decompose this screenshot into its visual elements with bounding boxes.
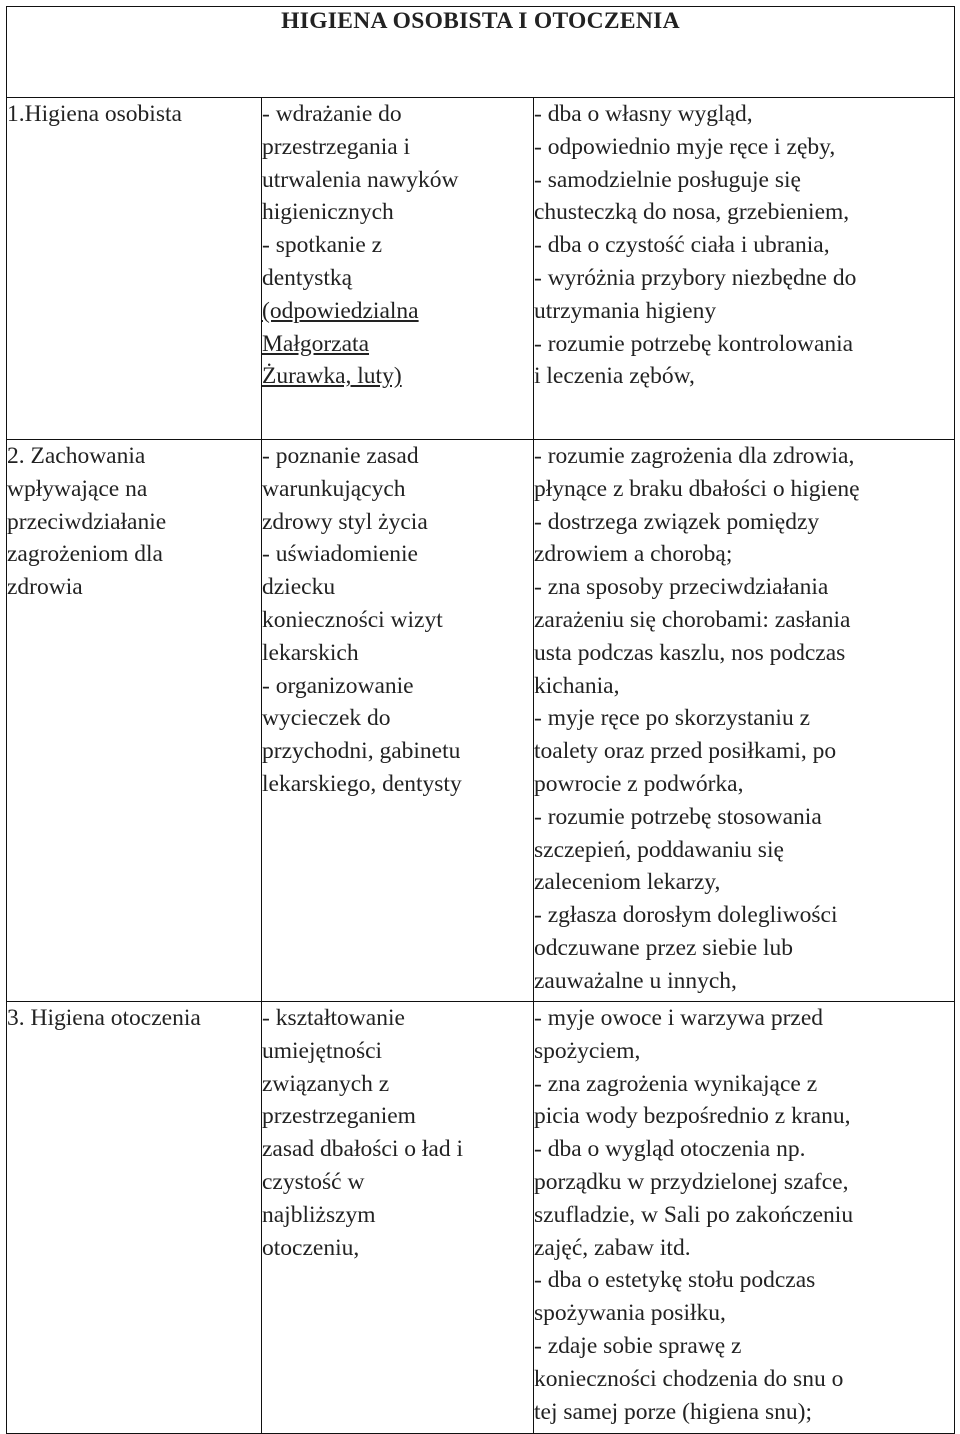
outcomes-cell <box>534 440 955 1002</box>
outcome-line: - samodzielnie posługuje się <box>534 166 801 193</box>
activity-line: - wdrażanie do <box>262 101 402 127</box>
outcome-line: - zdaje sobie sprawę z <box>534 1332 742 1359</box>
outcome-line: zarażeniu się chorobami: zasłania <box>534 606 851 633</box>
activity-line: przestrzegania i <box>262 133 411 160</box>
activity-line: lekarskich <box>262 639 359 666</box>
activity-line: związanych z <box>262 1070 390 1097</box>
activity-line: czystość w <box>262 1168 365 1195</box>
outcome-line: utrzymania higieny <box>534 297 717 324</box>
table-row <box>7 1002 955 1434</box>
outcome-line: toalety oraz przed posiłkami, po <box>534 738 837 765</box>
activity-line: zdrowy styl życia <box>262 508 428 535</box>
outcome-line: szczepień, poddawaniu się <box>534 836 784 863</box>
topic-cell <box>7 98 262 440</box>
activity-line: - organizowanie <box>262 672 414 699</box>
table-row <box>7 440 955 1002</box>
topic-line: 2. Zachowania <box>7 443 146 469</box>
outcome-line: - wyróżnia przybory niezbędne do <box>534 264 857 291</box>
outcome-line: - dba o czystość ciała i ubrania, <box>534 232 830 259</box>
outcome-line: zdrowiem a chorobą; <box>534 541 733 568</box>
topic-line: zagrożeniom dla <box>7 541 163 568</box>
topic-line: 1.Higiena osobista <box>7 101 182 127</box>
activity-line: przychodni, gabinetu <box>262 738 461 765</box>
topic-line: wpływające na <box>7 475 148 502</box>
activity-line: - spotkanie z <box>262 232 383 259</box>
outcome-line: - dba o własny wygląd, <box>534 101 753 127</box>
outcome-line: - dba o wygląd otoczenia np. <box>534 1136 806 1163</box>
outcome-line: - dba o estetykę stołu podczas <box>534 1267 816 1294</box>
outcome-line: odczuwane przez siebie lub <box>534 934 794 961</box>
activity-line: higienicznych <box>262 199 394 226</box>
outcome-line: i leczenia zębów, <box>534 363 695 390</box>
outcome-line: - rozumie potrzebę stosowania <box>534 803 822 830</box>
activity-line: umiejętności <box>262 1037 383 1064</box>
outcome-line: zaleceniom lekarzy, <box>534 869 721 896</box>
topic-line: zdrowia <box>7 574 83 601</box>
outcome-line: picia wody bezpośrednio z kranu, <box>534 1103 851 1130</box>
outcome-line: spożyciem, <box>534 1037 641 1064</box>
outcome-line: zajęć, zabaw itd. <box>534 1234 691 1261</box>
outcome-line: - rozumie zagrożenia dla zdrowia, <box>534 443 855 469</box>
hygiene-program-table <box>6 6 955 1434</box>
outcome-line: porządku w przydzielonej szafce, <box>534 1168 849 1195</box>
outcome-line: spożywania posiłku, <box>534 1300 726 1327</box>
topic-cell <box>7 1002 262 1434</box>
outcome-line: powrocie z podwórka, <box>534 770 744 797</box>
activity-line-underlined: (odpowiedzialna <box>262 297 419 324</box>
outcome-line: konieczności chodzenia do snu o <box>534 1365 844 1392</box>
outcome-line: - myje ręce po skorzystaniu z <box>534 705 811 732</box>
title-row <box>7 7 955 98</box>
outcome-line: - rozumie potrzebę kontrolowania <box>534 330 854 357</box>
outcome-line: usta podczas kaszlu, nos podczas <box>534 639 846 666</box>
activity-line-underlined: Małgorzata <box>262 330 370 357</box>
activity-line: dziecku <box>262 574 336 601</box>
activity-line: zasad dbałości o ład i <box>262 1136 463 1163</box>
table-row <box>7 98 955 440</box>
outcome-line: - zna sposoby przeciwdziałania <box>534 574 829 601</box>
outcome-line: - myje owoce i warzywa przed <box>534 1005 824 1031</box>
topic-line: 3. Higiena otoczenia <box>7 1005 201 1031</box>
outcome-line: - dostrzega związek pomiędzy <box>534 508 820 535</box>
activities-cell <box>262 440 534 1002</box>
activity-line: najbliższym <box>262 1201 376 1228</box>
page-title: HIGIENA OSOBISTA I OTOCZENIA <box>281 8 680 34</box>
activity-line: warunkujących <box>262 475 406 502</box>
activity-line-underlined: Żurawka, luty) <box>262 363 402 390</box>
outcome-line: - zgłasza dorosłym dolegliwości <box>534 902 838 929</box>
outcome-line: kichania, <box>534 672 620 699</box>
outcome-line: - odpowiednio myje ręce i zęby, <box>534 133 836 160</box>
outcomes-cell <box>534 98 955 440</box>
outcome-line: chusteczką do nosa, grzebieniem, <box>534 199 850 226</box>
activity-line: lekarskiego, dentysty <box>262 770 462 797</box>
outcomes-cell <box>534 1002 955 1434</box>
outcome-line: zauważalne u innych, <box>534 967 737 994</box>
topic-line: przeciwdziałanie <box>7 508 167 535</box>
activity-line: utrwalenia nawyków <box>262 166 459 193</box>
outcome-line: szufladzie, w Sali po zakończeniu <box>534 1201 854 1228</box>
activities-cell <box>262 98 534 440</box>
activity-line: dentystką <box>262 264 353 291</box>
outcome-line: - zna zagrożenia wynikające z <box>534 1070 818 1097</box>
activity-line: - uświadomienie <box>262 541 418 568</box>
activity-line: konieczności wizyt <box>262 606 443 633</box>
activity-line: otoczeniu, <box>262 1234 360 1261</box>
activity-line: przestrzeganiem <box>262 1103 416 1130</box>
activities-cell <box>262 1002 534 1434</box>
outcome-line: tej samej porze (higiena snu); <box>534 1398 812 1425</box>
activity-line: - poznanie zasad <box>262 443 419 469</box>
title-cell <box>7 7 955 98</box>
outcome-line: płynące z braku dbałości o higienę <box>534 475 860 502</box>
topic-cell <box>7 440 262 1002</box>
activity-line: - kształtowanie <box>262 1005 405 1031</box>
activity-line: wycieczek do <box>262 705 391 732</box>
